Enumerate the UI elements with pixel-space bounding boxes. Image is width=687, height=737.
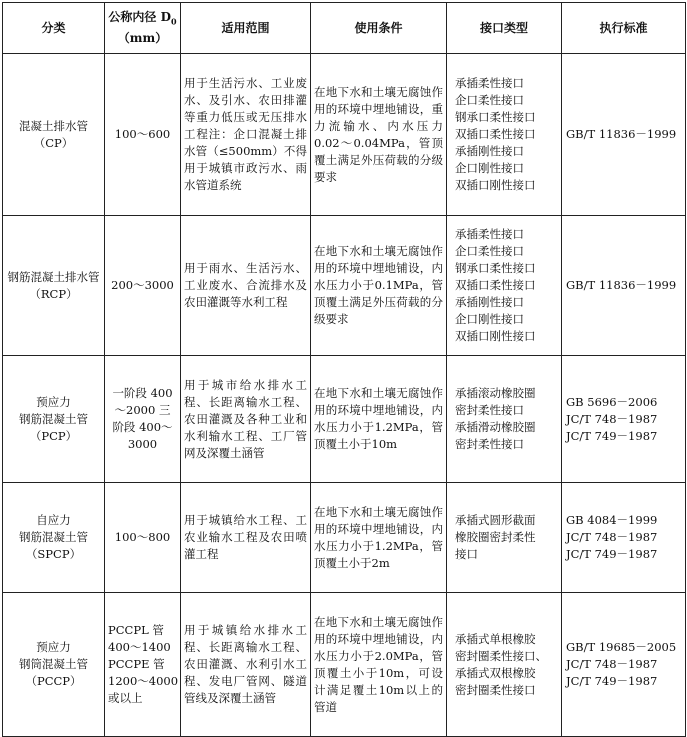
table-row — [3, 216, 686, 356]
pipe-type-cell — [3, 593, 105, 737]
diameter-cell — [105, 483, 181, 593]
joint-cell — [447, 483, 562, 593]
diameter-line: 阶段 400～ — [112, 420, 173, 434]
joint-line: 双插口柔性接口 — [455, 127, 536, 141]
joint-line: 橡胶圈密封柔性 — [455, 530, 536, 544]
pipe-type-code: （PCCP） — [25, 674, 82, 688]
joint-line: 双插口刚性接口 — [455, 178, 536, 192]
conditions-cell — [311, 216, 447, 356]
pipe-type-code: （PCP） — [29, 428, 78, 443]
scope-cell — [181, 216, 311, 356]
header-category: 分类 — [3, 3, 105, 54]
diameter-cell — [105, 593, 181, 737]
diameter-cell — [105, 54, 181, 216]
conditions-text: 在地下水和土壤无腐蚀作用的环境中埋地铺设，内水压力小于0.1MPa，管顶覆土满足外压荷载的分级要求 — [314, 244, 443, 326]
scope-text: 用于城市给水排水工程、长距离输水工程、农田灌溉及各种工业和水利输水工程、工厂管网及深覆土涵管 — [184, 377, 307, 460]
standard-line: JC/T 748－1987 — [566, 530, 658, 544]
conditions-text: 在地下水和土壤无腐蚀作用的环境中埋地铺设，内水压力小于1.2MPa，管顶覆土小于10m — [314, 386, 443, 451]
pipe-type-cell — [3, 216, 105, 356]
table-row — [3, 356, 686, 483]
header-scope: 适用范围 — [181, 3, 311, 54]
joint-line: 企口刚性接口 — [455, 161, 524, 175]
joint-line: 企口柔性接口 — [455, 244, 524, 258]
joint-line: 承插式圆形截面 — [455, 513, 536, 527]
standard-line: JC/T 748－1987 — [566, 411, 658, 426]
scope-text: 用于生活污水、工业废水、及引水、农田排灌等重力低压或无压排水工程注：企口混凝土排水管（≤500mm）不得用于城镇市政污水、雨水管道系统 — [184, 76, 307, 192]
pipe-spec-table — [2, 2, 686, 737]
header-conditions: 使用条件 — [311, 3, 447, 54]
joint-line: 双插口柔性接口 — [455, 278, 536, 292]
pipe-type-code: （RCP） — [29, 286, 78, 301]
standard-cell — [562, 54, 686, 216]
diameter-line: 400～1400 — [108, 640, 171, 654]
standard-line: GB/T 11836－1999 — [566, 127, 677, 141]
pipe-type-name: 混凝土排水管 — [19, 118, 88, 133]
joint-line: 密封柔性接口 — [455, 437, 524, 451]
header-diameter-label: 公称内径 D — [108, 9, 171, 24]
joint-line: 钢承口柔性接口 — [455, 110, 536, 124]
table-row — [3, 54, 686, 216]
pipe-type-cell — [3, 356, 105, 483]
joint-cell — [447, 216, 562, 356]
header-joint: 接口类型 — [447, 3, 562, 54]
joint-line: 承插滑动橡胶圈 — [455, 420, 536, 434]
joint-line: 双插口刚性接口 — [455, 329, 536, 343]
diameter-line: 100～600 — [114, 127, 171, 141]
pipe-type-code: （CP） — [33, 135, 74, 150]
diameter-line: 3000 — [127, 437, 158, 451]
joint-cell — [447, 593, 562, 737]
joint-cell — [447, 356, 562, 483]
scope-text: 用于雨水、生活污水、工业废水、合流排水及农田灌溉等水利工程 — [184, 261, 307, 309]
conditions-text: 在地下水和土壤无腐蚀作用的环境中埋地铺设，内水压力小于2.0MPa，管顶覆土小于10m，可设计满足覆土10m以上的管道 — [314, 614, 443, 714]
header-standard: 执行标准 — [562, 3, 686, 54]
pipe-type-name: 钢筋混凝土管 — [19, 530, 88, 544]
conditions-cell — [311, 483, 447, 593]
standard-cell — [562, 356, 686, 483]
joint-line: 承插柔性接口 — [455, 227, 524, 241]
joint-line: 企口柔性接口 — [455, 93, 524, 107]
standard-line: GB/T 11836－1999 — [566, 278, 677, 292]
pipe-type-name: 钢筋混凝土排水管 — [7, 269, 100, 284]
header-diameter-unit: （mm） — [117, 31, 168, 46]
joint-line: 钢承口柔性接口 — [455, 261, 536, 275]
table-row — [3, 483, 686, 593]
diameter-line: 一阶段 400 — [112, 386, 173, 400]
conditions-text: 在地下水和土壤无腐蚀作用的环境中埋地铺设，重力流输水、内水压力0.02～0.04MPa，管顶覆土满足外压荷载的分级要求 — [314, 84, 443, 184]
header-diameter — [105, 3, 181, 54]
joint-line: 密封圈柔性接口 — [455, 682, 536, 697]
joint-line: 承插刚性接口 — [455, 295, 524, 309]
conditions-cell — [311, 54, 447, 216]
diameter-line: 100～800 — [114, 530, 171, 544]
header-row — [3, 3, 686, 54]
conditions-text: 在地下水和土壤无腐蚀作用的环境中埋地铺设，内水压力小于1.2MPa，管顶覆土小于2m — [314, 504, 443, 570]
scope-cell — [181, 54, 311, 216]
scope-cell — [181, 593, 311, 737]
standard-line: GB/T 19685－2005 — [566, 640, 677, 654]
joint-line: 承插刚性接口 — [455, 144, 524, 158]
joint-line: 承插柔性接口 — [455, 76, 524, 90]
joint-line: 密封圈柔性接口、 — [455, 648, 547, 663]
joint-line: 密封柔性接口 — [455, 403, 524, 417]
pipe-type-cell — [3, 483, 105, 593]
diameter-line: 或以上 — [108, 691, 143, 705]
diameter-line: 1200～4000 — [108, 674, 179, 688]
standard-line: GB 4084－1999 — [566, 513, 658, 527]
pipe-type-name: 预应力 — [36, 640, 71, 654]
pipe-type-name: 钢筋混凝土管 — [19, 411, 88, 426]
diameter-cell — [105, 216, 181, 356]
diameter-line: PCCPL 管 — [108, 623, 164, 637]
standard-cell — [562, 483, 686, 593]
standard-line: JC/T 749－1987 — [566, 428, 658, 443]
standard-cell — [562, 593, 686, 737]
pipe-type-code: （SPCP） — [25, 547, 82, 561]
standard-line: JC/T 749－1987 — [566, 674, 658, 688]
diameter-line: ～2000 三 — [114, 403, 171, 417]
scope-text: 用于城镇给水工程、工农业输水工程及农田喷灌工程 — [184, 513, 307, 561]
diameter-line: PCCPE 管 — [108, 657, 165, 671]
joint-line: 企口刚性接口 — [455, 312, 524, 326]
diameter-line: 200～3000 — [111, 278, 174, 292]
scope-cell — [181, 483, 311, 593]
standard-line: JC/T 748－1987 — [566, 657, 658, 671]
joint-line: 接口 — [455, 547, 478, 561]
table-row — [3, 593, 686, 737]
scope-cell — [181, 356, 311, 483]
standard-line: JC/T 749－1987 — [566, 547, 658, 561]
scope-text: 用于城镇给水排水工程、长距离输水工程、农田灌溉、水利引水工程、发电厂管网、隧道管线及深覆土涵管 — [184, 623, 307, 705]
joint-cell — [447, 54, 562, 216]
conditions-cell — [311, 593, 447, 737]
conditions-cell — [311, 356, 447, 483]
joint-line: 承插式单根橡胶 — [455, 631, 536, 646]
joint-line: 承插式双根橡胶 — [455, 665, 536, 680]
diameter-cell — [105, 356, 181, 483]
pipe-type-cell — [3, 54, 105, 216]
standard-cell — [562, 216, 686, 356]
header-diameter-sub: 0 — [171, 16, 177, 27]
pipe-type-name: 钢筒混凝土管 — [19, 657, 88, 671]
standard-line: GB 5696－2006 — [566, 394, 658, 409]
joint-line: 承插滚动橡胶圈 — [455, 386, 536, 400]
pipe-type-name: 自应力 — [36, 513, 71, 527]
pipe-type-name: 预应力 — [36, 394, 71, 409]
